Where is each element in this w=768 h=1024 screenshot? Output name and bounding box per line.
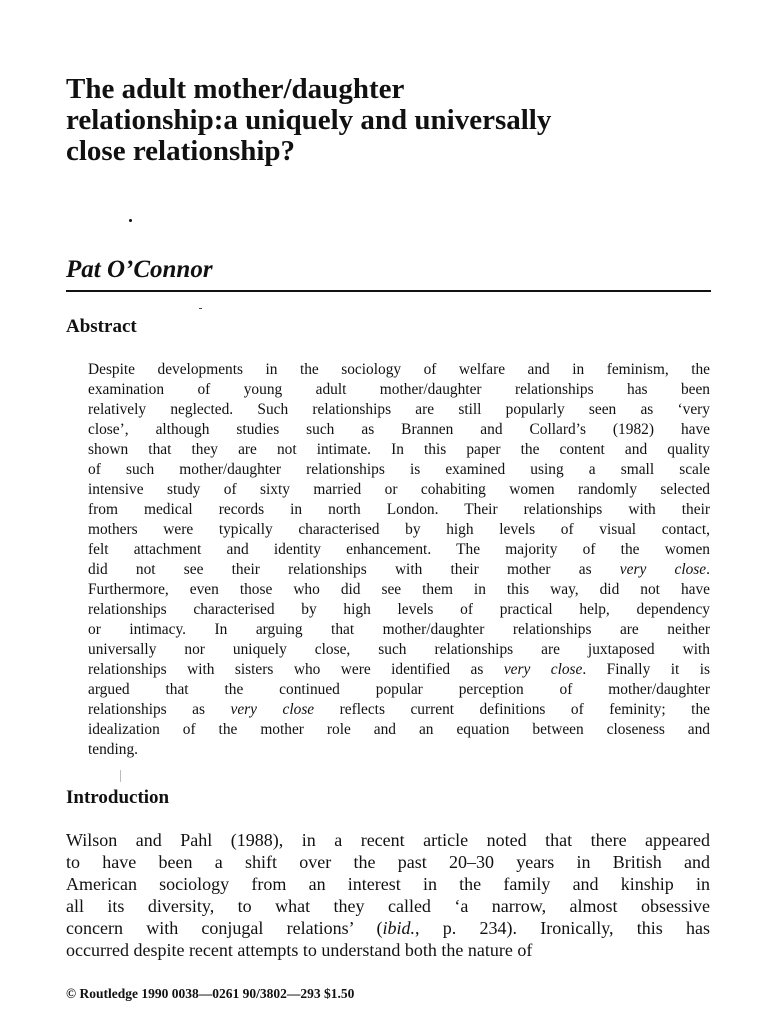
abstract-line (88, 620, 710, 640)
introduction-body (66, 829, 710, 961)
title-line-2: relationship:a uniquely and universally (66, 104, 552, 136)
author-name: Pat O’Connor (66, 256, 213, 283)
text-run: from medical records in north London. Their relationships with their (88, 501, 710, 518)
text-run: relatively neglected. Such relationships are still popularly seen as ‘very (88, 401, 710, 418)
title-line-3: close relationship? (66, 135, 296, 167)
abstract-line (88, 460, 710, 480)
text-run: did not see their relationships with their mother as (88, 561, 620, 578)
text-run: occurred despite recent attempts to understand both the nature of (66, 940, 533, 960)
italic-phrase: very close (503, 661, 583, 678)
abstract-line (88, 500, 710, 520)
abstract-line (88, 640, 710, 660)
text-run: intensive study of sixty married or cohabiting women randomly selected (88, 481, 710, 498)
stray-dot-mark (129, 219, 132, 222)
abstract-heading: Abstract (66, 316, 137, 337)
text-run: close’, although studies such as Brannen and Collard’s (1982) have (88, 421, 710, 438)
text-run: shown that they are not intimate. In this paper the content and quality (88, 441, 710, 458)
abstract-line (88, 560, 710, 580)
text-run: tending. (88, 741, 139, 758)
text-run: Wilson and Pahl (1988), in a recent article noted that there appeared (66, 830, 710, 850)
abstract-line (88, 580, 710, 600)
copyright-footer: © Routledge 1990 0038—0261 90/3802—293 $1.50 (66, 986, 355, 1001)
abstract-line (88, 480, 710, 500)
faint-scan-mark (120, 770, 121, 782)
italic-phrase: ibid. (382, 918, 416, 938)
abstract-line (88, 720, 710, 740)
italic-phrase: very close (619, 561, 707, 578)
text-run: relationships as (88, 701, 231, 718)
abstract-line (88, 700, 710, 720)
text-run: universally nor uniquely close, such relationships are juxtaposed with (88, 641, 710, 658)
text-run: all its diversity, to what they called ‘a narrow, almost obsessive (66, 896, 710, 916)
abstract-line (88, 540, 710, 560)
text-run: of such mother/daughter relationships is examined using a small scale (88, 461, 710, 478)
text-run: relationships characterised by high levels of practical help, dependency (88, 601, 710, 618)
text-run: . (706, 561, 710, 578)
text-run: mothers were typically characterised by high levels of visual contact, (88, 521, 710, 538)
text-run: , p. 234). Ironically, this has (415, 918, 710, 938)
text-run: reflects current definitions of feminity; the (314, 701, 710, 718)
introduction-line (66, 917, 710, 939)
abstract-line (88, 400, 710, 420)
introduction-line (66, 851, 710, 873)
text-run: American sociology from an interest in the family and kinship in (66, 874, 710, 894)
abstract-body (88, 360, 710, 760)
text-run: or intimacy. In arguing that mother/daughter relationships are neither (88, 621, 710, 638)
abstract-line (88, 740, 710, 760)
abstract-line (88, 600, 710, 620)
text-run: to have been a shift over the past 20–30 years in British and (66, 852, 710, 872)
introduction-line (66, 940, 532, 960)
text-run: felt attachment and identity enhancement. The majority of the women (88, 541, 710, 558)
paper-title (66, 74, 726, 167)
abstract-line (88, 360, 710, 380)
abstract-line (88, 520, 710, 540)
text-run: Furthermore, even those who did see them in this way, did not have (88, 581, 710, 598)
introduction-heading: Introduction (66, 787, 170, 808)
text-run: Despite developments in the sociology of welfare and in feminism, the (88, 361, 710, 378)
stray-dash-mark (199, 308, 202, 309)
introduction-line (66, 895, 710, 917)
abstract-line (88, 420, 710, 440)
title-divider-rule (66, 290, 711, 292)
text-run: idealization of the mother role and an equation between closeness and (88, 721, 710, 738)
abstract-line (88, 680, 710, 700)
introduction-line (66, 873, 710, 895)
text-run: . Finally it is (582, 661, 710, 678)
introduction-line (66, 829, 710, 851)
title-line-1: The adult mother/daughter (66, 73, 405, 105)
text-run: examination of young adult mother/daughter relationships has been (88, 381, 710, 398)
text-run: relationships with sisters who were identified as (88, 661, 504, 678)
text-run: concern with conjugal relations’ ( (66, 918, 383, 938)
italic-phrase: very close (230, 701, 315, 718)
text-run: argued that the continued popular perception of mother/daughter (88, 681, 710, 698)
abstract-line (88, 440, 710, 460)
abstract-line (88, 660, 710, 680)
abstract-line (88, 380, 710, 400)
